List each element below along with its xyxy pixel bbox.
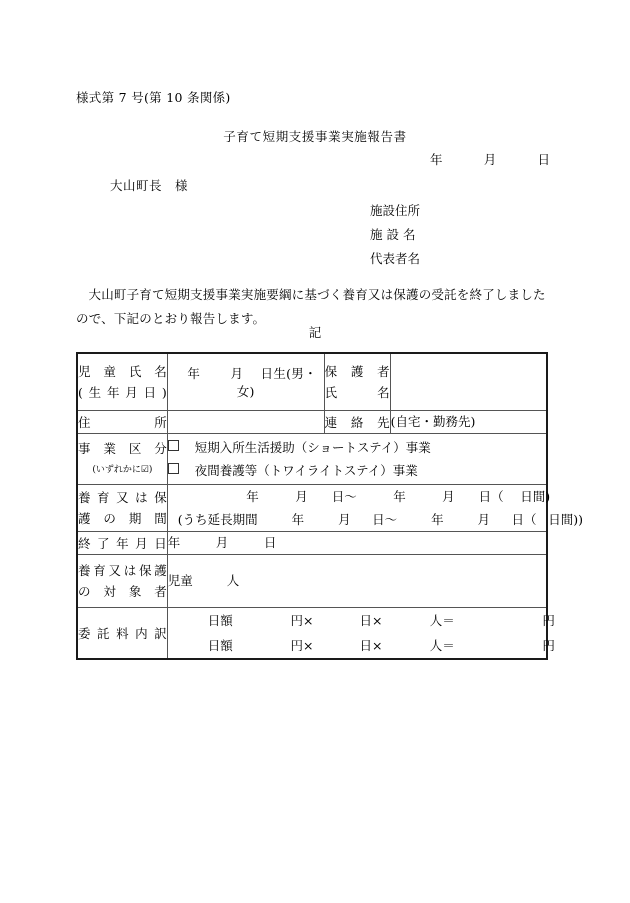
body-paragraph: 大山町子育て短期支援事業実施要綱に基づく養育又は保護の受託を終了しましたので、下記のとおり報告します。 <box>76 287 546 326</box>
fee-days-times: 日× <box>359 638 383 653</box>
guardian-name-label: 氏 名 <box>324 385 390 400</box>
ext-total-days: 日間)) <box>548 512 584 527</box>
period-end-day: 日（ <box>478 489 504 504</box>
fee-yen-times: 円× <box>290 613 314 628</box>
guardian-name-label-cell <box>324 353 390 411</box>
ext-start-day: 日〜 <box>372 512 398 527</box>
fee-total-yen: 円 <box>542 613 555 628</box>
period-label-line1: 養育又は保 <box>78 490 167 505</box>
period-start-month: 月 <box>295 489 308 504</box>
fee-label-cell <box>77 608 167 660</box>
end-date-label: 終了年月日 <box>78 535 167 551</box>
submission-date-line <box>430 150 550 168</box>
document-title: 子育て短期支援事業実施報告書 <box>223 129 407 144</box>
issuer-block <box>370 199 420 271</box>
address-label-cell <box>77 411 167 434</box>
period-extension-prefix: (うち延長期間 <box>177 512 258 527</box>
end-date-input-cell[interactable] <box>167 532 547 555</box>
address-label: 住所 <box>78 414 167 430</box>
target-label-cell <box>77 555 167 608</box>
child-birth-input-cell[interactable] <box>167 353 324 411</box>
table-row-address <box>77 411 547 434</box>
target-child-label: 児童 <box>167 573 193 588</box>
target-input-cell[interactable] <box>167 555 547 608</box>
fee-yen-times: 円× <box>290 638 314 653</box>
table-row-target <box>77 555 547 608</box>
fee-daily-label: 日額 <box>207 638 233 653</box>
service-type-note: (いずれかに☑) <box>92 464 153 475</box>
service-option-twilightstay-label: 夜間養護等（トワイライトステイ）事業 <box>194 463 418 478</box>
period-input-cell[interactable] <box>167 485 584 532</box>
target-label-line2: の対象者 <box>78 584 167 599</box>
representative-name-label: 代表者名 <box>370 251 421 266</box>
service-option-shortstay-label: 短期入所生活援助（ショートステイ）事業 <box>194 440 431 455</box>
fee-people-equals: 人＝ <box>429 613 455 628</box>
period-end-month: 月 <box>442 489 455 504</box>
date-month: 月 <box>483 152 497 167</box>
fee-label: 委託料内訳 <box>78 625 167 641</box>
table-row-fee <box>77 608 547 660</box>
period-total-days: 日間) <box>520 489 551 504</box>
child-name-label: 児童氏名 <box>78 364 167 379</box>
period-label-cell <box>77 485 167 532</box>
child-birthdate-label: (生年月日) <box>78 385 167 400</box>
table-row-child <box>77 353 547 411</box>
facility-address-label: 施設住所 <box>370 203 421 218</box>
target-label-line1: 養育又は保護 <box>78 563 167 578</box>
end-date-label-cell <box>77 532 167 555</box>
checkbox-icon[interactable] <box>168 463 179 474</box>
guardian-label: 保護者 <box>324 364 390 379</box>
table-row-end-date <box>77 532 547 555</box>
service-type-label: 事業区分 <box>78 440 167 456</box>
contact-label: 連絡先 <box>324 414 390 430</box>
period-extension-line <box>168 508 584 531</box>
service-option-shortstay[interactable] <box>168 436 546 459</box>
guardian-name-input-cell[interactable] <box>390 353 547 411</box>
fee-row <box>168 608 555 633</box>
target-count-unit: 人 <box>226 573 240 588</box>
period-main-line <box>168 485 551 508</box>
end-date-day: 日 <box>263 535 277 550</box>
period-label-line2: 護の期間 <box>78 511 167 526</box>
form-number: 様式第 7 号(第 10 条関係) <box>76 90 231 105</box>
contact-label-cell <box>324 411 390 434</box>
fee-row <box>168 633 555 658</box>
child-birth-year: 年 <box>187 366 201 381</box>
ext-end-day: 日（ <box>511 512 537 527</box>
table-row-period <box>77 485 547 532</box>
child-name-label-cell <box>77 353 167 411</box>
end-date-year: 年 <box>167 535 181 550</box>
period-end-year: 年 <box>393 489 406 504</box>
period-start-year: 年 <box>246 489 259 504</box>
facility-name-label: 施 設 名 <box>370 227 416 242</box>
report-table <box>76 352 584 660</box>
service-type-label-cell <box>77 434 167 485</box>
ext-end-month: 月 <box>477 512 491 527</box>
ext-start-month: 月 <box>338 512 351 527</box>
ext-end-year: 年 <box>431 512 444 527</box>
address-input-cell[interactable] <box>167 411 324 434</box>
fee-days-times: 日× <box>359 613 383 628</box>
end-date-month: 月 <box>215 535 229 550</box>
service-option-twilightstay[interactable] <box>168 459 546 482</box>
date-day: 日 <box>537 152 550 167</box>
ki-marker: 記 <box>308 325 322 340</box>
service-type-options-cell <box>167 434 547 485</box>
date-year: 年 <box>430 152 443 167</box>
child-birth-month: 月 <box>230 366 244 381</box>
fee-total-yen: 円 <box>542 638 555 653</box>
period-start-day: 日〜 <box>331 489 357 504</box>
table-row-service-type <box>77 434 547 485</box>
fee-people-equals: 人＝ <box>429 638 455 653</box>
checkbox-icon[interactable] <box>168 440 179 451</box>
contact-input-cell[interactable]: (自宅・勤務先) <box>390 411 547 434</box>
child-birth-day-sex: 日生(男・女) <box>236 366 317 399</box>
fee-input-cell[interactable] <box>167 608 555 660</box>
addressee: 大山町長 様 <box>110 178 189 193</box>
ext-start-year: 年 <box>291 512 305 527</box>
fee-daily-label: 日額 <box>207 613 233 628</box>
